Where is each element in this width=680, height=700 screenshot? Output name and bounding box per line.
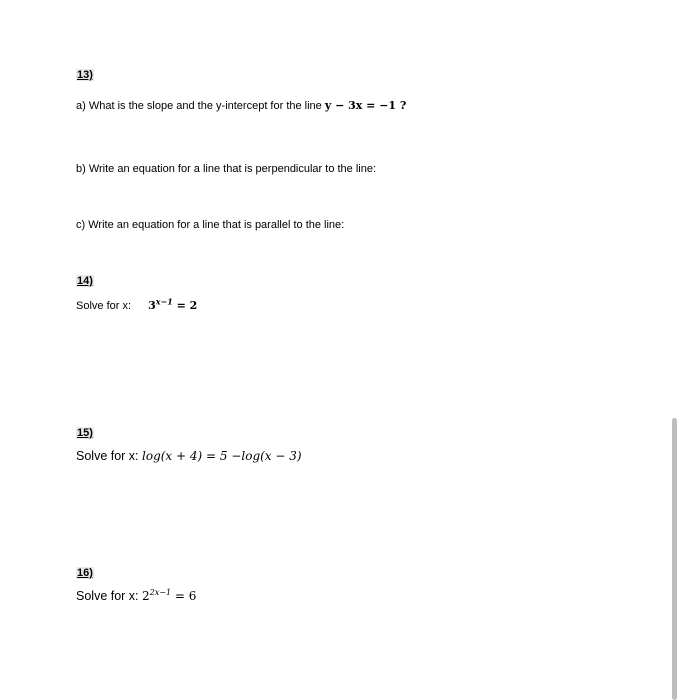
question-13a-text: a) What is the slope and the y-intercept for the line (76, 100, 325, 112)
question-16-prompt: Solve for x: (76, 589, 142, 603)
vertical-scrollbar[interactable] (668, 0, 680, 700)
question-13a-equation: y − 3x = −1 ? (324, 99, 407, 112)
question-14-number: 14) (77, 275, 93, 287)
question-15-body (76, 449, 302, 463)
question-16-number: 16) (77, 567, 93, 579)
question-13b (76, 162, 376, 176)
question-14-body (76, 296, 198, 313)
question-15-number: 15) (77, 427, 93, 439)
question-15-equation: log(x + 4) = 5 −log(x − 3) (142, 449, 302, 463)
question-14-prompt: Solve for x: (76, 300, 132, 312)
question-13b-text: b) Write an equation for a line that is perpendicular to the line: (76, 163, 377, 175)
question-14-equation: $3^{x-1} = 2$ (148, 296, 198, 312)
question-15-prompt: Solve for x: (76, 449, 142, 463)
question-13c-text: c) Write an equation for a line that is parallel to the line: (76, 219, 345, 231)
question-16-equation: $2^{2x-1} = 6$ (142, 588, 197, 603)
question-16-body (76, 589, 196, 603)
scrollbar-thumb[interactable] (672, 418, 677, 700)
question-13a (76, 99, 406, 113)
question-13c (76, 218, 344, 232)
question-13-number: 13) (77, 69, 93, 81)
